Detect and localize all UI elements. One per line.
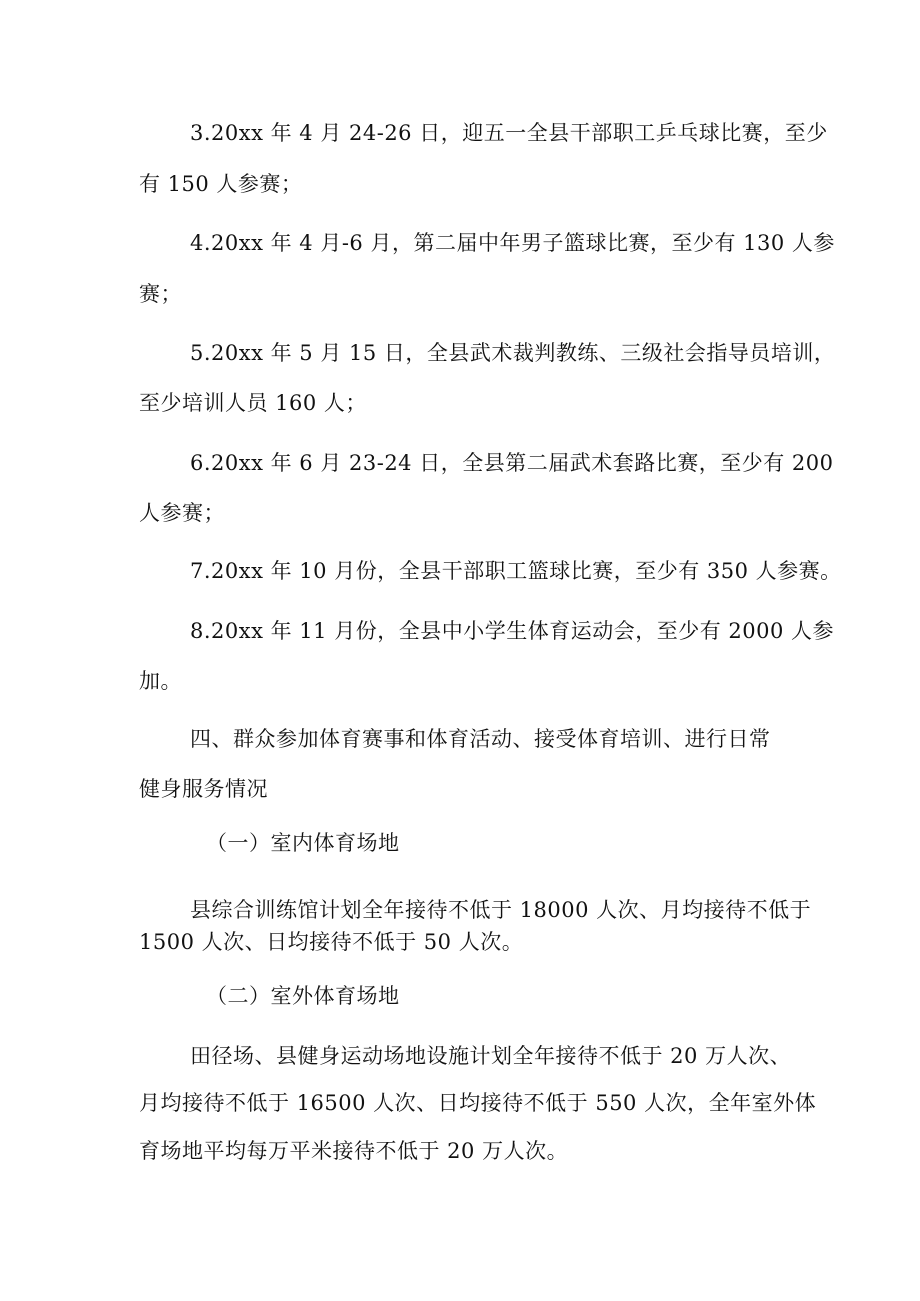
item-4-line-2: 赛； xyxy=(139,282,182,306)
item-5-line-1: 5.20xx 年 5 月 15 日，全县武术裁判教练、三级社会指导员培训， xyxy=(190,341,836,365)
item-6-line-2: 人参赛； xyxy=(139,501,225,525)
item-7-line-1: 7.20xx 年 10 月份，全县干部职工篮球比赛，至少有 350 人参赛。 xyxy=(190,559,842,583)
outdoor-paragraph-line-2: 月均接待不低于 16500 人次、日均接待不低于 550 人次，全年室外体 xyxy=(139,1091,817,1115)
item-5-line-2: 至少培训人员 160 人； xyxy=(139,391,367,415)
outdoor-paragraph-line-1: 田径场、县健身运动场地设施计划全年接待不低于 20 万人次、 xyxy=(190,1044,792,1068)
item-3-line-2: 有 150 人参赛； xyxy=(139,172,303,196)
outdoor-paragraph-line-3: 育场地平均每万平米接待不低于 20 万人次。 xyxy=(139,1139,569,1163)
section-4-heading-line-2: 健身服务情况 xyxy=(139,777,268,801)
indoor-paragraph-line-2: 1500 人次、日均接待不低于 50 人次。 xyxy=(139,930,524,954)
subsection-indoor-heading: （一）室内体育场地 xyxy=(206,831,400,855)
item-4-line-1: 4.20xx 年 4 月-6 月，第二届中年男子篮球比赛，至少有 130 人参 xyxy=(190,231,835,255)
section-4-heading-line-1: 四、群众参加体育赛事和体育活动、接受体育培训、进行日常 xyxy=(190,727,771,751)
item-8-line-1: 8.20xx 年 11 月份，全县中小学生体育运动会，至少有 2000 人参 xyxy=(190,619,834,643)
item-8-line-2: 加。 xyxy=(139,669,182,693)
item-3-line-1: 3.20xx 年 4 月 24-26 日，迎五一全县干部职工乒乓球比赛，至少 xyxy=(190,121,828,145)
subsection-outdoor-heading: （二）室外体育场地 xyxy=(206,984,400,1008)
indoor-paragraph-line-1: 县综合训练馆计划全年接待不低于 18000 人次、月均接待不低于 xyxy=(190,898,812,922)
item-6-line-1: 6.20xx 年 6 月 23-24 日，全县第二届武术套路比赛，至少有 200 xyxy=(190,451,834,475)
